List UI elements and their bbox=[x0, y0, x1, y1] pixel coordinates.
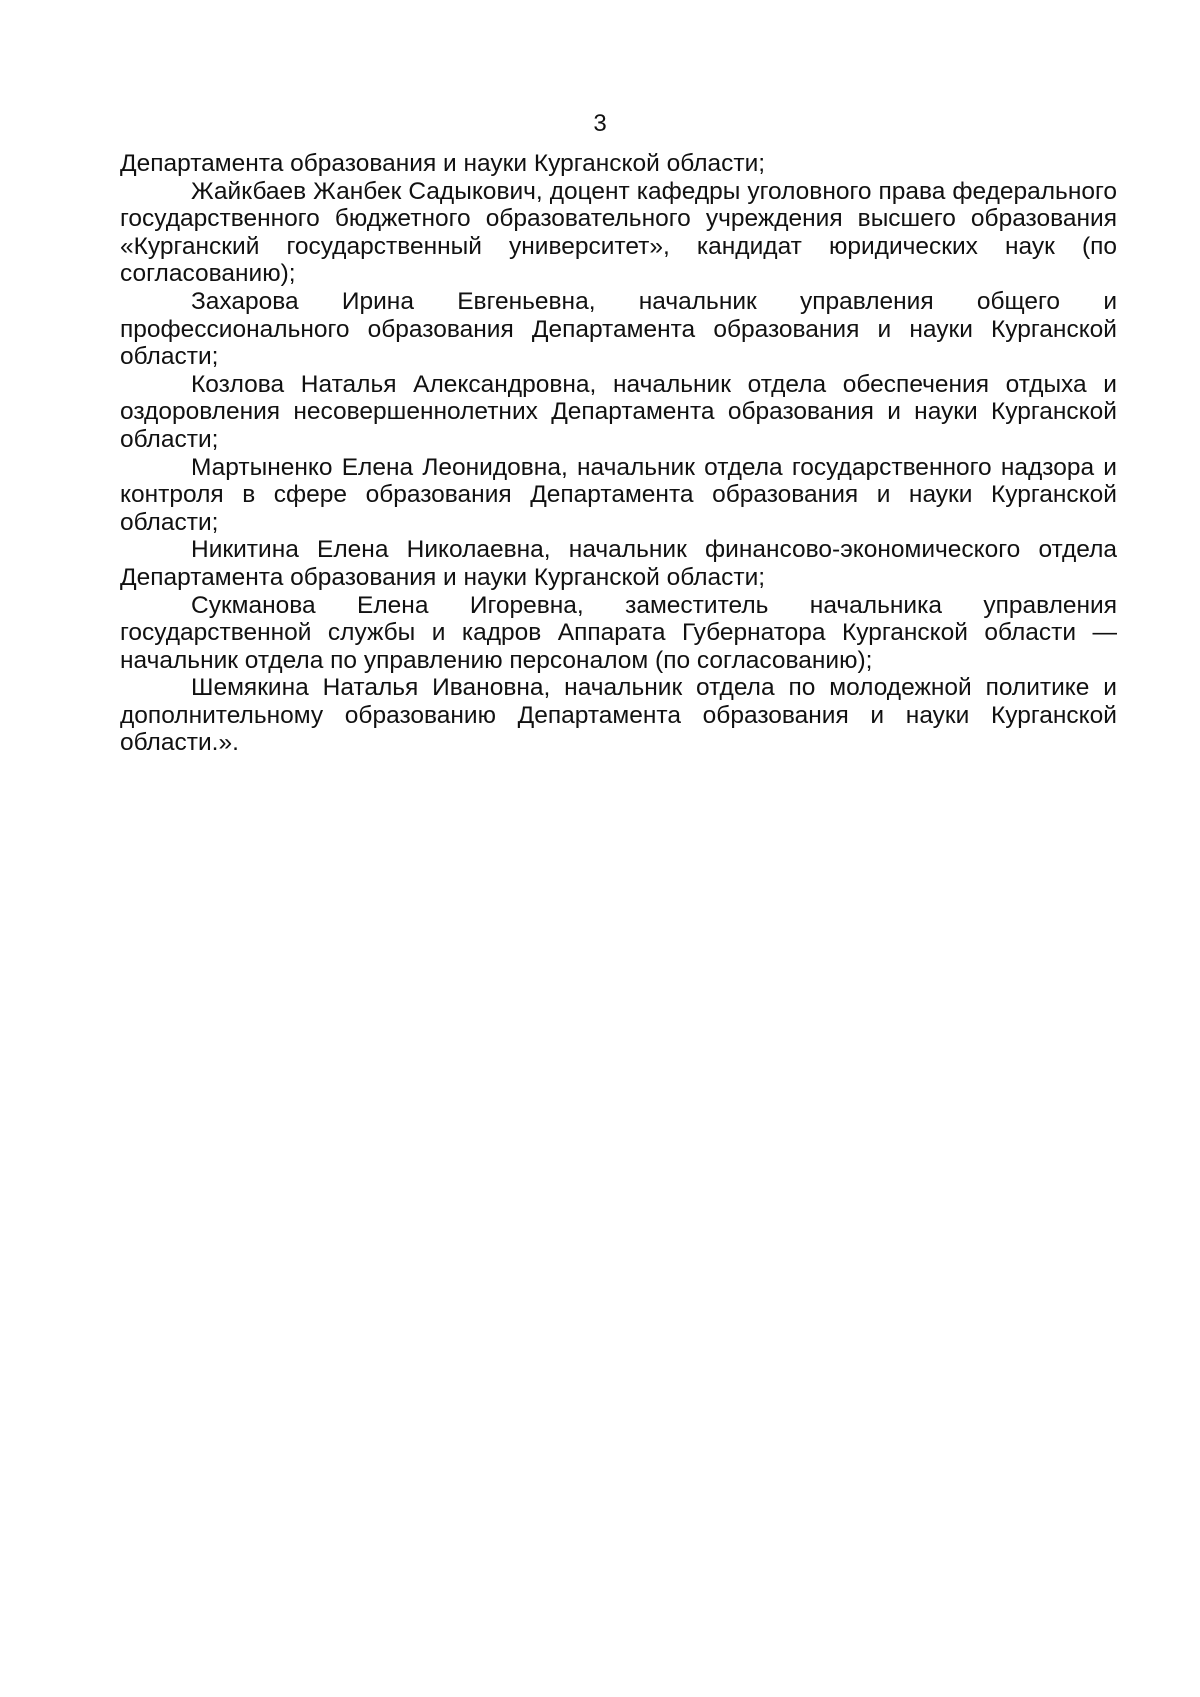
paragraph-member-martynenko: Мартыненко Елена Леонидовна, начальник отдела государственного надзора и контроля в сфере образования Департамента образования и науки Курганской области; bbox=[120, 453, 1117, 536]
paragraph-member-sukmanova: Сукманова Елена Игоревна, заместитель начальника управления государственной службы и кадров Аппарата Губернатора Курганской области — начальник отдела по управлению персоналом (по согласованию); bbox=[120, 591, 1117, 674]
paragraph-member-zhaikbaev: Жайкбаев Жанбек Садыкович, доцент кафедры уголовного права федерального государственного бюджетного образовательного учреждения высшего образования «Курганский государственный университет», кандидат юридических наук (по согласованию); bbox=[120, 177, 1117, 288]
document-body bbox=[120, 150, 1117, 757]
paragraph-member-zakharova: Захарова Ирина Евгеньевна, начальник управления общего и профессионального образования Департамента образования и науки Курганской области; bbox=[120, 287, 1117, 371]
page-number: 3 bbox=[593, 110, 607, 137]
paragraph-continuation: Департамента образования и науки Курганской области; bbox=[120, 150, 766, 177]
paragraph-member-shemyakina: Шемякина Наталья Ивановна, начальник отдела по молодежной политике и дополнительному образованию Департамента образования и науки Курганской области.». bbox=[120, 674, 1117, 757]
paragraph-member-kozlova: Козлова Наталья Александровна, начальник отдела обеспечения отдыха и оздоровления несовершеннолетних Департамента образования и науки Курганской области; bbox=[120, 370, 1117, 453]
paragraph-member-nikitina: Никитина Елена Николаевна, начальник финансово-экономического отдела Департамента образования и науки Курганской области; bbox=[120, 536, 1117, 591]
